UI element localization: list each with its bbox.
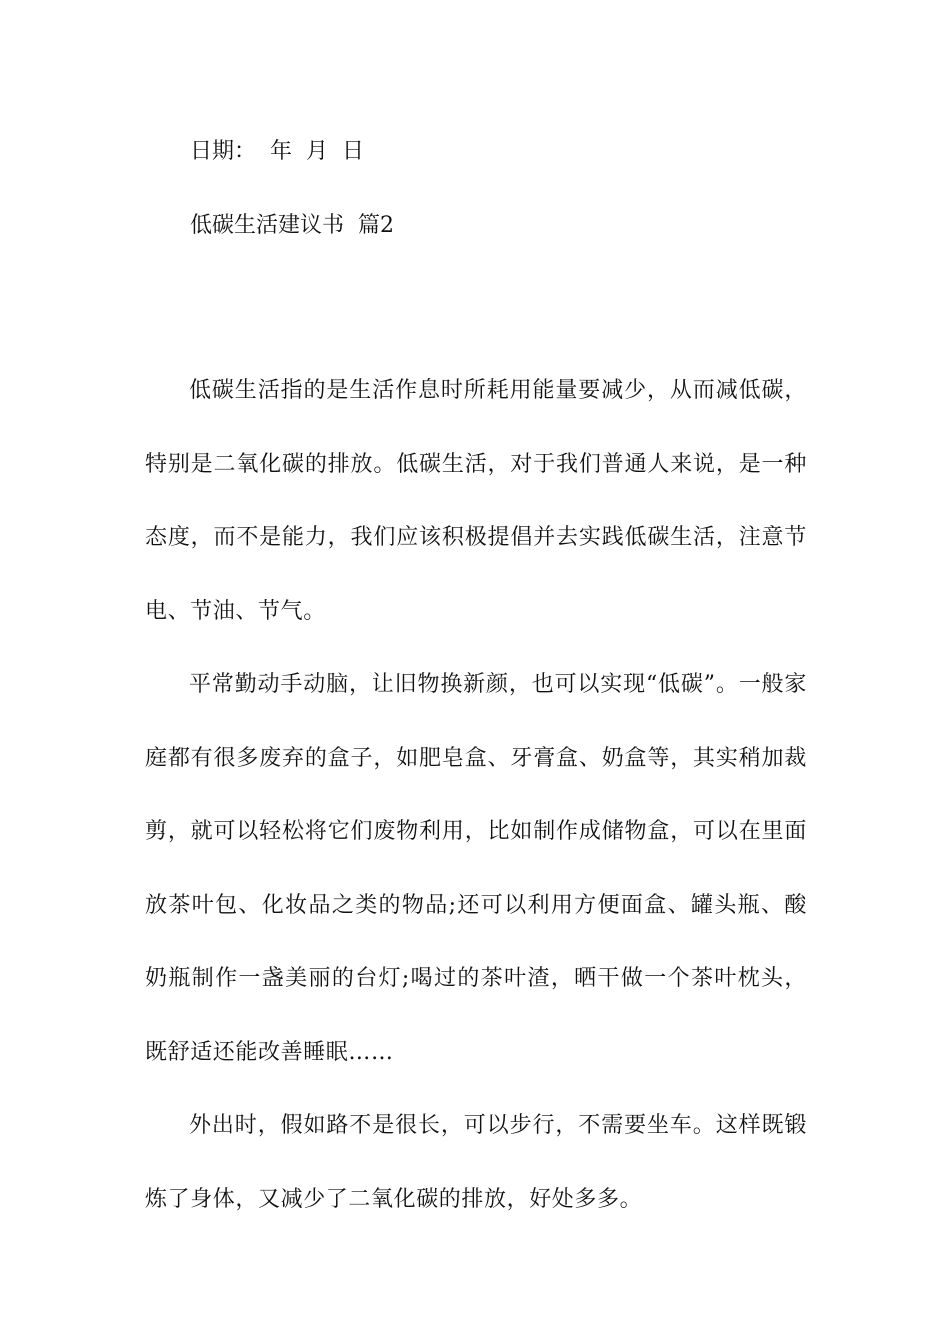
document-title: 低碳生活建议书 篇2	[190, 213, 394, 238]
paragraph-low-carbon-definition: 低碳生活指的是生活作息时所耗用能量要减少，从而减低碳，特别是二氧化碳的排放。低碳生活，对于我们普通人来说，是一种态度，而不是能力，我们应该积极提倡并去实践低碳生活，注意节电、节油、节气。	[145, 378, 807, 624]
date-line: 日期： 年 月 日	[190, 139, 364, 164]
paragraph-reuse-old-items: 平常勤动手动脑，让旧物换新颜，也可以实现“低碳”。一般家庭都有很多废弃的盒子，如肥皂盒、牙膏盒、奶盒等，其实稍加裁剪，就可以轻松将它们废物利用，比如制作成储物盒，可以在里面放茶叶包、化妆品之类的物品;还可以利用方便面盒、罐头瓶、酸奶瓶制作一盏美丽的台灯;喝过的茶叶渣，晒干做一个茶叶枕头，既舒适还能改善睡眠……	[145, 672, 807, 1065]
paragraph-walking: 外出时，假如路不是很长，可以步行，不需要坐车。这样既锻炼了身体，又减少了二氧化碳的排放，好处多多。	[145, 1113, 807, 1212]
document-body	[145, 354, 807, 1236]
